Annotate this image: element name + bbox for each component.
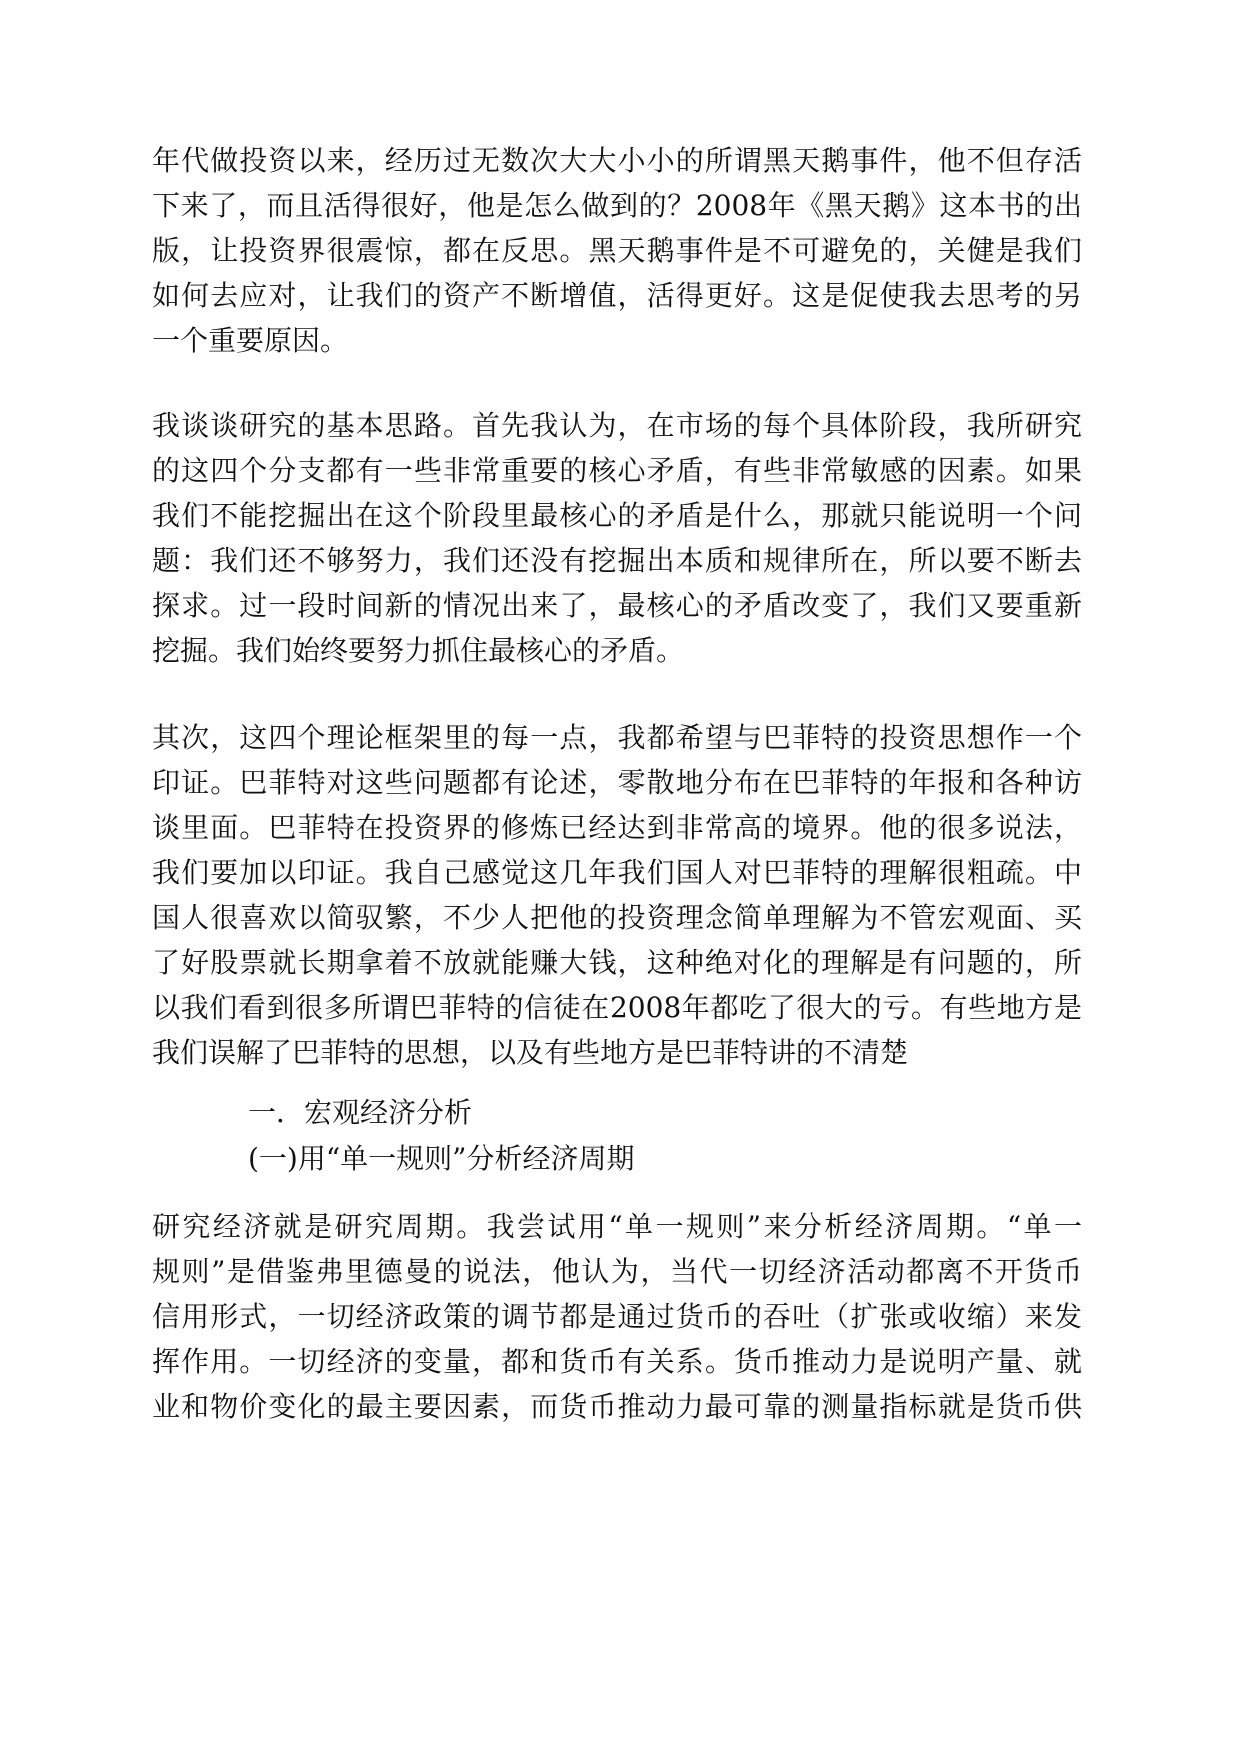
paragraph-line: 版，让投资界很震惊，都在反思。黑天鹅事件是不可避免的，关健是我们 (152, 234, 1082, 267)
paragraph-line: 一个重要原因。 (152, 324, 349, 357)
paragraph-line: 挥作用。一切经济的变量，都和货币有关系。货币推动力是说明产量、就 (152, 1345, 1082, 1378)
section-heading: 一．宏观经济分析 (248, 1096, 473, 1129)
paragraph-line: 印证。巴菲特对这些问题都有论述，零散地分布在巴菲特的年报和各种访 (152, 766, 1082, 799)
paragraph-line: 规则”是借鉴弗里德曼的说法，他认为，当代一切经济活动都离不开货币 (152, 1255, 1082, 1288)
paragraph-line: 以我们看到很多所谓巴菲特的信徒在2008年都吃了很大的亏。有些地方是 (152, 991, 1082, 1024)
paragraph-line: 谈里面。巴菲特在投资界的修炼已经达到非常高的境界。他的很多说法， (152, 811, 1082, 844)
paragraph-1 (152, 138, 1082, 363)
paragraph-4 (152, 1204, 1082, 1429)
paragraph-line: 业和物价变化的最主要因素，而货币推动力最可靠的测量指标就是货币供 (152, 1390, 1082, 1423)
paragraph-line: 的这四个分支都有一些非常重要的核心矛盾，有些非常敏感的因素。如果 (152, 454, 1082, 487)
paragraph-line: 探求。过一段时间新的情况出来了，最核心的矛盾改变了，我们又要重新 (152, 589, 1082, 622)
paragraph-line: 如何去应对，让我们的资产不断增值，活得更好。这是促使我去思考的另 (152, 279, 1082, 312)
paragraph-line: 我们误解了巴菲特的思想，以及有些地方是巴菲特讲的不清楚 (152, 1036, 909, 1069)
paragraph-line: 信用形式，一切经济政策的调节都是通过货币的吞吐（扩张或收缩）来发 (152, 1300, 1082, 1333)
subsection-heading: (一)用“单一规则”分析经济周期 (248, 1142, 635, 1175)
paragraph-line: 其次，这四个理论框架里的每一点，我都希望与巴菲特的投资思想作一个 (152, 721, 1082, 754)
paragraph-line: 研究经济就是研究周期。我尝试用“单一规则”来分析经济周期。“单一 (152, 1210, 1082, 1243)
paragraph-2 (152, 403, 1082, 673)
paragraph-line: 年代做投资以来，经历过无数次大大小小的所谓黑天鹅事件，他不但存活 (152, 144, 1082, 177)
paragraph-line: 国人很喜欢以简驭繁，不少人把他的投资理念简单理解为不管宏观面、买 (152, 901, 1082, 934)
paragraph-line: 我们不能挖掘出在这个阶段里最核心的矛盾是什么，那就只能说明一个问 (152, 499, 1082, 532)
paragraph-line: 我谈谈研究的基本思路。首先我认为，在市场的每个具体阶段，我所研究 (152, 409, 1082, 442)
paragraph-line: 下来了，而且活得很好，他是怎么做到的？2008年《黑天鹅》这本书的出 (152, 189, 1082, 222)
paragraph-3 (152, 715, 1082, 1075)
paragraph-line: 了好股票就长期拿着不放就能赚大钱，这种绝对化的理解是有问题的，所 (152, 946, 1082, 979)
paragraph-line: 题：我们还不够努力，我们还没有挖掘出本质和规律所在，所以要不断去 (152, 544, 1082, 577)
paragraph-line: 挖掘。我们始终要努力抓住最核心的矛盾。 (152, 634, 685, 667)
paragraph-line: 我们要加以印证。我自己感觉这几年我们国人对巴菲特的理解很粗疏。中 (152, 856, 1082, 889)
